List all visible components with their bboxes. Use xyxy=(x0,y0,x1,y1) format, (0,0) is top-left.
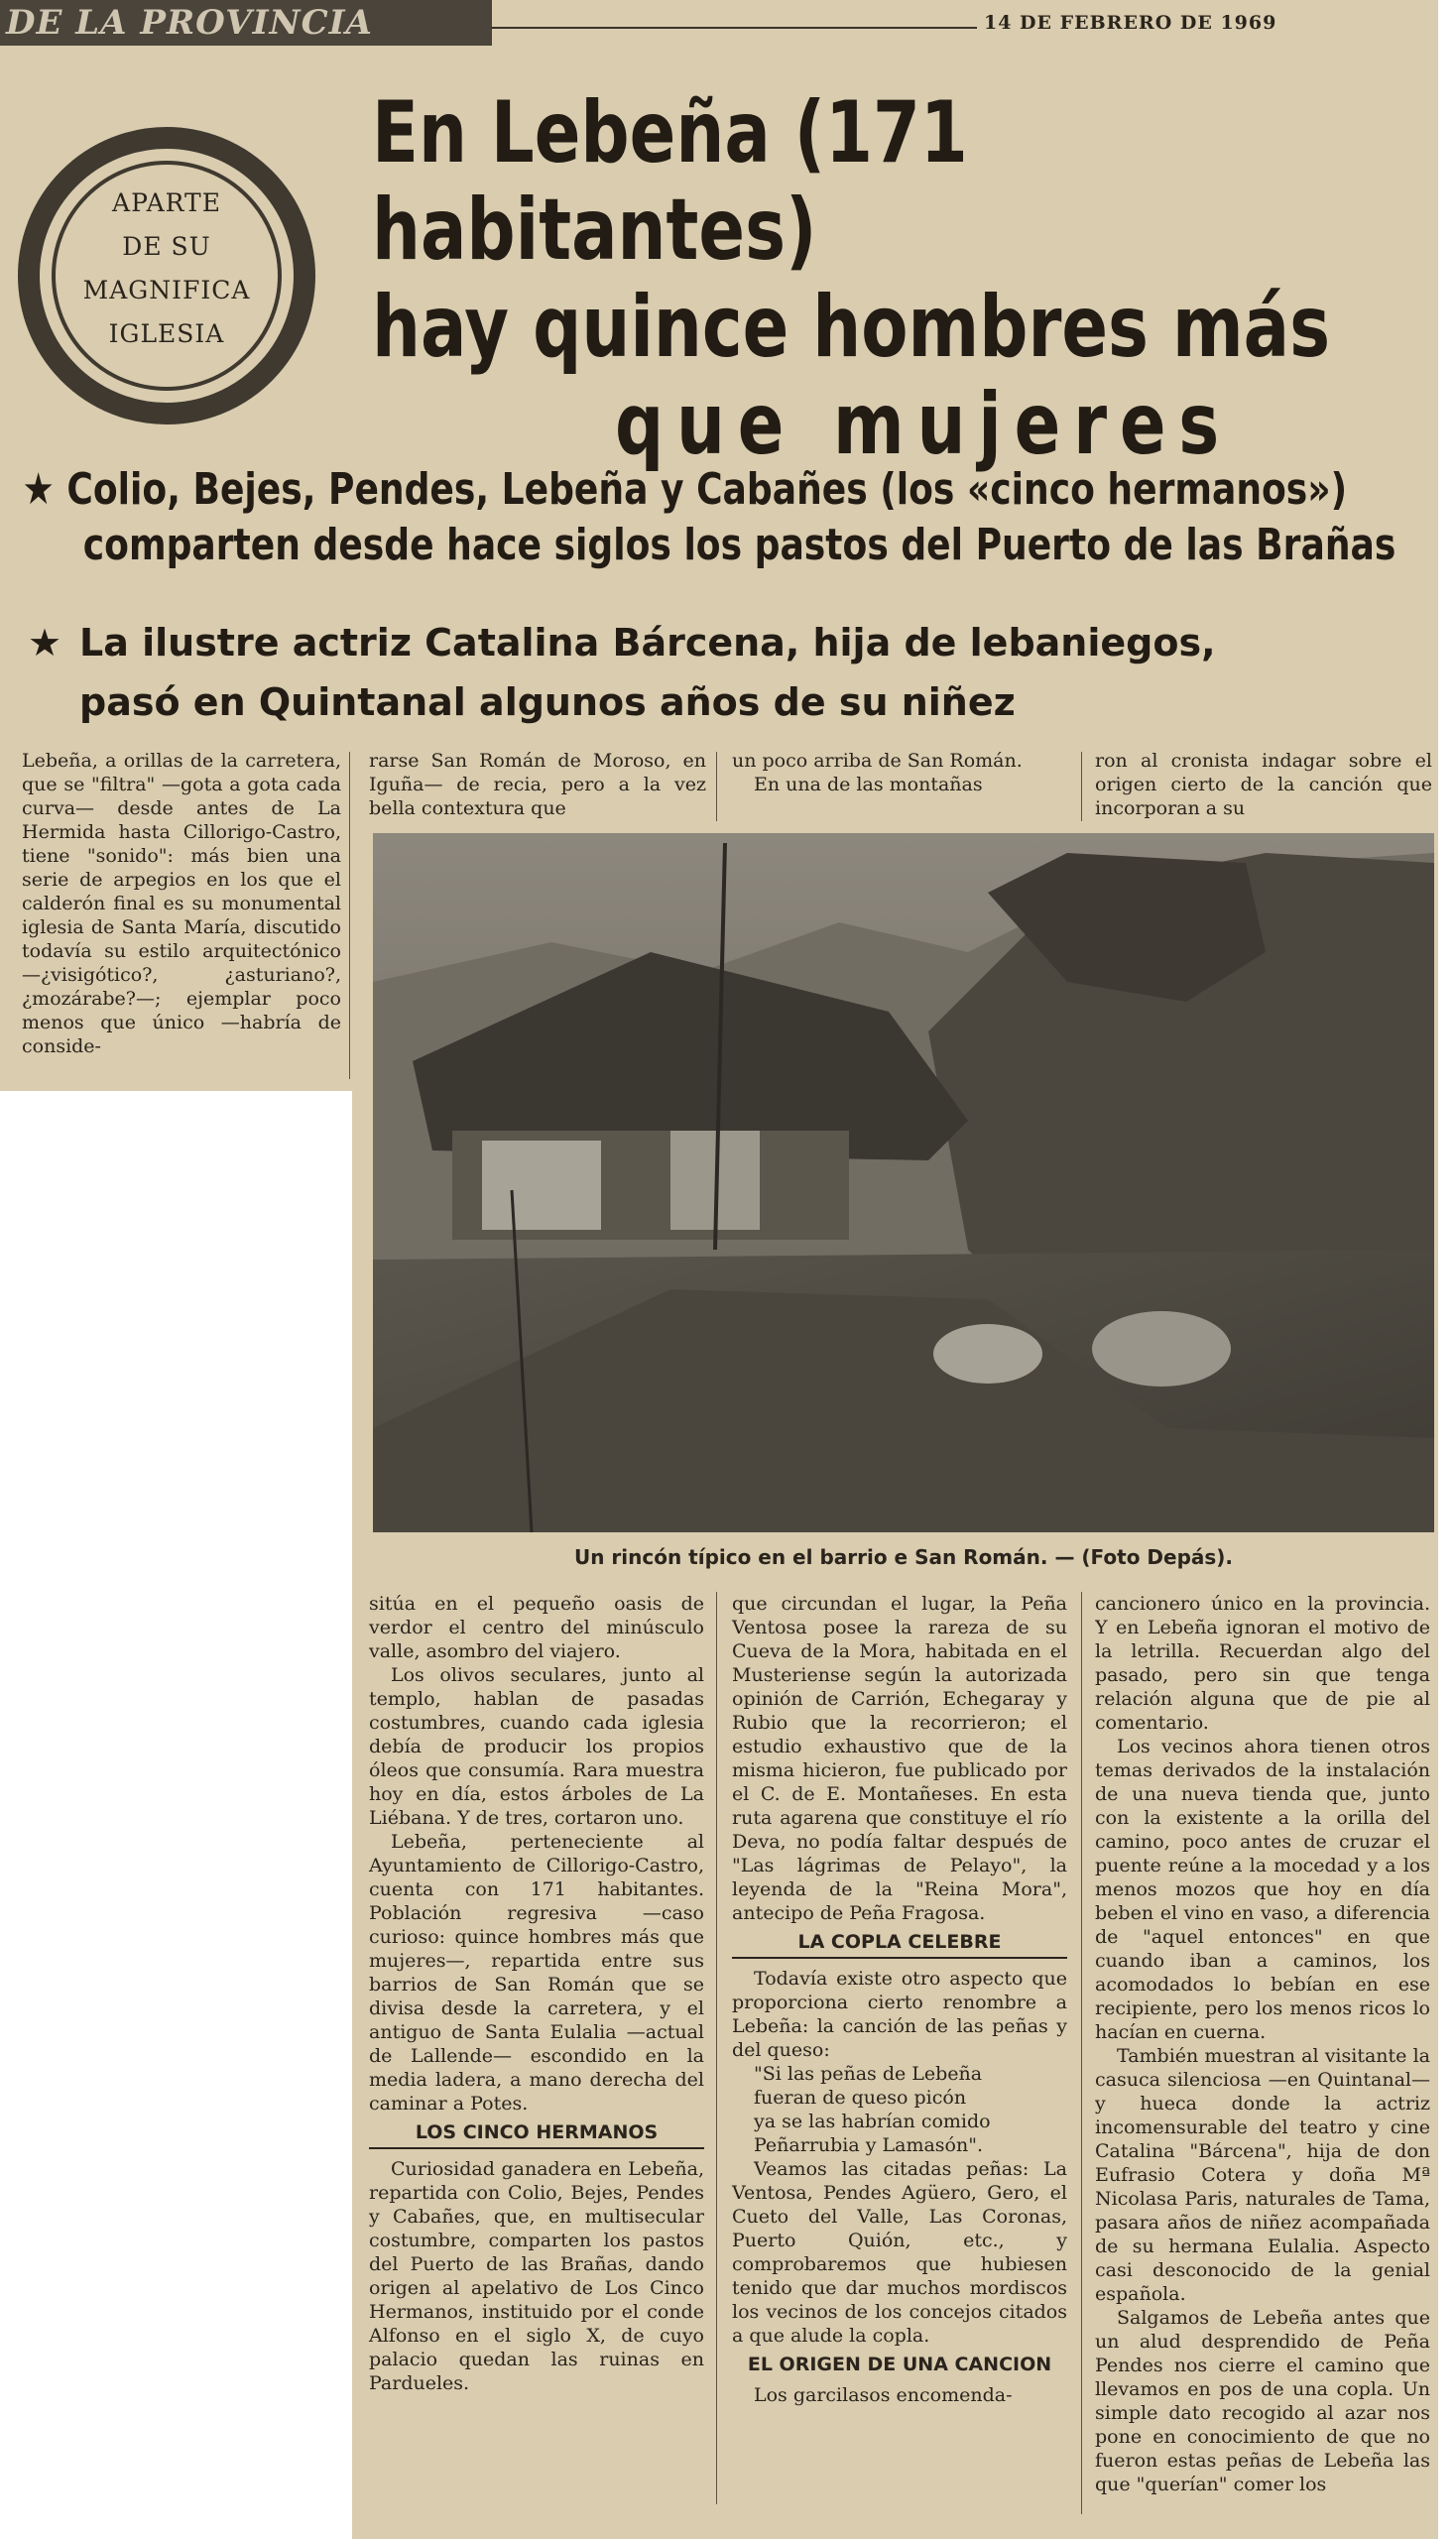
bottom-column-3 xyxy=(1095,1592,1430,2529)
subhead-2 xyxy=(10,613,1438,732)
column-rule xyxy=(716,752,717,821)
paragraph: Lebeña, perteneciente al Ayuntamiento de Cillorigo-Castro, cuenta con 171 habitantes. Población regresiva —caso curioso: quince hombres más que mujeres—, repartida entre sus barrios de San Román que se divisa desde la carretera, y el antiguo de Santa Eulalia —actual de Lallende— escondido en la media ladera, a mano derecha del caminar a Potes. xyxy=(369,1831,704,2115)
column-rule xyxy=(716,1592,717,2504)
bottom-column-1 xyxy=(369,1592,704,2395)
paragraph: Curiosidad ganadera en Lebeña, repartida con Colio, Bejes, Pendes y Cabañes, que, en multisecular costumbre, comparten los pastos del Puerto de las Brañas, dando origen al apelativo de Los Cinco Hermanos, instituido por el conde Alfonso en el siglo X, de cuyo palacio quedan las ruinas en Pardueles. xyxy=(369,2158,704,2394)
paragraph: ron al cronista indagar sobre el origen cierto de la canción que incorporan a su xyxy=(1095,750,1432,819)
badge-line: DE SU xyxy=(122,232,211,261)
verse-line: "Si las peñas de Lebeña xyxy=(754,2063,983,2085)
badge-line: MAGNIFICA xyxy=(82,276,251,304)
headline-line-3: que mujeres xyxy=(614,375,1233,474)
badge-line: IGLESIA xyxy=(108,319,225,348)
header-rule xyxy=(491,27,977,29)
paragraph: que circundan el lugar, la Peña Ventosa posee la rareza de su Cueva de la Mora, habitada en el Musteriense según la autorizada opinión de Carrión, Echegaray y Rubio que la recorrieron; el estudio exhaustivo que de la misma hicieron, fue publicado por el C. de E. Montañeses. En esta ruta agarena que constituye el río Deva, no podía faltar después de "Las lágrimas de Pelayo", la leyenda de la "Reina Mora", antecipo de Peña Fragosa. xyxy=(732,1593,1067,1924)
star-bullet-icon: ★ xyxy=(22,464,55,515)
headline-line-2: hay quince hombres más xyxy=(372,278,1331,377)
badge-circle xyxy=(18,127,315,424)
verse-line: ya se las habrían comido xyxy=(754,2111,991,2132)
photo-caption: Un rincón típico en el barrio e San Román. — (Foto Depás). xyxy=(573,1545,1234,1569)
column-rule xyxy=(349,752,350,1079)
section-heading: EL ORIGEN DE UNA CANCION xyxy=(747,2354,1052,2375)
subhead-2-line-1: La ilustre actriz Catalina Bárcena, hija de lebaniegos, xyxy=(79,621,1216,665)
badge-line: APARTE xyxy=(112,188,221,217)
subhead-1-line-1: Colio, Bejes, Pendes, Lebeña y Cabañes (los «cinco hermanos») xyxy=(66,464,1348,515)
publication-date: 14 DE FEBRERO DE 1969 xyxy=(984,12,1277,34)
paragraph: rarse San Román de Moroso, en Iguña— de recia, pero a la vez bella contextura que xyxy=(369,750,706,819)
paragraph: un poco arriba de San Román. xyxy=(732,750,1023,772)
verse-line: Peñarrubia y Lamasón". xyxy=(754,2134,984,2156)
column-rule xyxy=(1081,1592,1082,2514)
paragraph: También muestran al visitante la casuca silenciosa —en Quintanal— y hueca donde la actriz incomensurable del teatro y cine Catalina "Bárcena", hija de don Eufrasio Cotera y doña Mª Nicolasa Paris, naturales de Tama, pasara años de niñez acompañada de su hermana Eulalia. Aspecto casi desconocido de la genial española. xyxy=(1095,2045,1430,2305)
subhead-1-line-2: comparten desde hace siglos los pastos del Puerto de las Brañas xyxy=(82,520,1396,570)
top-column-4 xyxy=(1095,749,1432,820)
top-column-1 xyxy=(22,749,341,1058)
paragraph: Los garcilasos encomenda- xyxy=(754,2384,1013,2406)
paragraph: Lebeña, a orillas de la carretera, que se "filtra" —gota a gota cada curva— desde antes de La Hermida hasta Cillorigo-Castro, tiene "sonido": más bien una serie de arpegios en los que el calderón final es su monumental iglesia de Santa María, discutido todavía su estilo arquitectónico —¿visigótico?, ¿asturiano?, ¿mozárabe?—; ejemplar poco menos que único —habría de conside- xyxy=(22,750,341,1057)
paragraph: cancionero único en la provincia. Y en Lebeña ignoran el motivo de la letrilla. Recuerdan algo del pasado, pero sin que tenga relación alguna que de pie al comentario. xyxy=(1095,1593,1430,1734)
section-heading: LA COPLA CELEBRE xyxy=(732,1931,1067,1959)
paragraph: Todavía existe otro aspecto que proporciona cierto renombre a Lebeña: la canción de las peñas y del queso: xyxy=(732,1968,1067,2061)
bottom-column-2 xyxy=(732,1592,1067,2407)
top-column-3 xyxy=(732,749,1069,796)
headline-line-1: En Lebeña (171 habitantes) xyxy=(372,83,968,280)
column-rule xyxy=(1081,752,1082,821)
paragraph: Salgamos de Lebeña antes que un alud desprendido de Peña Pendes nos cierre el camino que llevamos en pos de una copla. Un simple dato recogido al azar nos pone en conocimiento de que no fueron estas peñas de Lebeña las que "querían" comer los xyxy=(1095,2307,1430,2495)
subhead-1 xyxy=(10,462,1425,573)
verse xyxy=(732,2062,1067,2157)
paragraph: sitúa en el pequeño oasis de verdor el centro del minúsculo valle, asombro del viajero. xyxy=(369,1593,704,1662)
star-bullet-icon: ★ xyxy=(27,621,62,665)
subhead-2-line-2: pasó en Quintanal algunos años de su niñez xyxy=(79,680,1016,724)
village-photo-image xyxy=(373,833,1434,1532)
section-banner: DE LA PROVINCIA xyxy=(0,0,492,46)
paragraph: Los vecinos ahora tienen otros temas derivados de la instalación de una nueva tienda que, junto con la existente a la orilla del camino, poco antes de cruzar el puente reúne a la mocedad y a los menos mozos que hoy en día beben el vino en vaso, a diferencia de "aquel entonces" en que cuando iban a caminos, los acomodados lo bebían en ese recipiente, pero los menos ricos lo hacían en cuerna. xyxy=(1095,1736,1430,2043)
paragraph: En una de las montañas xyxy=(754,774,983,795)
headline xyxy=(372,84,1427,473)
verse-line: fueran de queso picón xyxy=(754,2087,967,2109)
paragraph: Veamos las citadas peñas: La Ventosa, Pendes Agüero, Gero, el Cueto del Valle, Las Coronas, Puerto Quión, etc., y comprobaremos que hubiesen tenido que dar muchos mordiscos los vecinos de los concejos citados a que alude la copla. xyxy=(732,2158,1067,2347)
top-column-2 xyxy=(369,749,706,820)
news-photo xyxy=(373,833,1434,1532)
section-heading: LOS CINCO HERMANOS xyxy=(369,2121,704,2149)
paragraph: Los olivos seculares, junto al templo, hablan de pasadas costumbres, cuando cada iglesia debía de producir los propios óleos que consumía. Rara muestra hoy en día, estos árboles de La Liébana. Y de tres, cortaron uno. xyxy=(369,1664,704,1829)
